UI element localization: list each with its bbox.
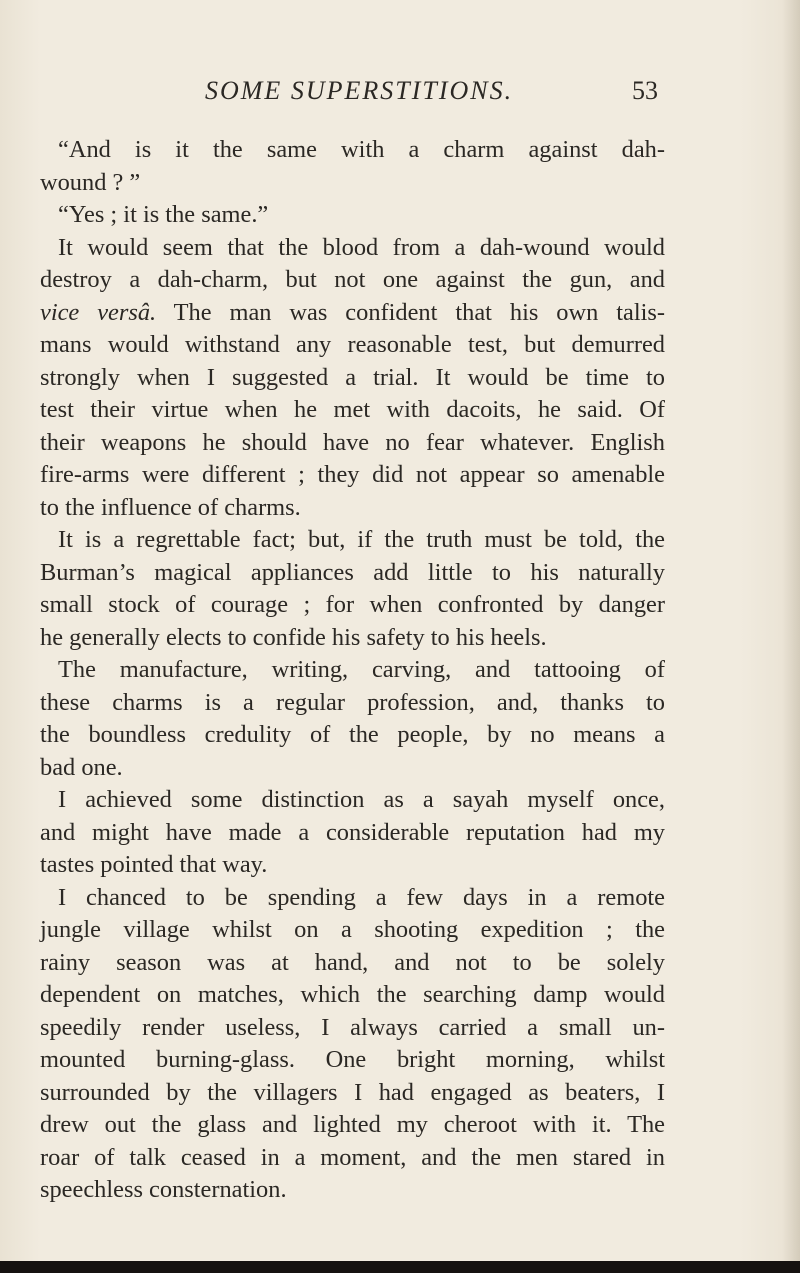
text-line: speedily render useless, I always carried a small un-	[40, 1013, 665, 1041]
text-line: mans would withstand any reasonable test, but demurred	[40, 331, 665, 358]
text-line: to the influence of charms.	[40, 493, 301, 521]
text-line: he generally elects to confide his safety to his heels.	[40, 623, 547, 651]
running-title: SOME SUPERSTITIONS.	[205, 76, 514, 105]
text-line: destroy a dah-charm, but not one against the gun, and	[40, 266, 665, 293]
text-line: mounted burning-glass. One bright morning, whilst	[40, 1046, 665, 1073]
italic-phrase: vice versâ.	[40, 298, 157, 326]
text-line: Burman’s magical appliances add little to his naturally	[40, 558, 665, 586]
text-line: vice versâ. The man was confident that his own talis-	[40, 298, 665, 326]
text-line: and might have made a considerable reputation had my	[40, 818, 665, 846]
text-line: drew out the glass and lighted my cheroot with it. The	[40, 1111, 665, 1138]
text-line: small stock of courage ; for when confronted by danger	[40, 591, 665, 618]
text-line: It would seem that the blood from a dah-wound would	[58, 233, 665, 261]
text-line: fire-arms were different ; they did not appear so amenable	[40, 461, 665, 488]
text-line: bad one.	[40, 753, 123, 781]
text-line: “Yes ; it is the same.”	[58, 201, 269, 228]
body-text	[40, 134, 665, 1207]
text-line: their weapons he should have no fear whatever. English	[40, 428, 665, 456]
text-line: strongly when I suggested a trial. It would be time to	[40, 363, 665, 391]
text-line: surrounded by the villagers I had engaged as beaters, I	[40, 1078, 665, 1106]
page-number: 53	[632, 76, 658, 105]
text-line: wound ? ”	[40, 168, 141, 196]
text-line: the boundless credulity of the people, by no means a	[40, 721, 665, 748]
text-line: The manufacture, writing, carving, and tattooing of	[58, 656, 665, 683]
text-line: I chanced to be spending a few days in a remote	[58, 883, 665, 911]
text-line: test their virtue when he met with dacoits, he said. Of	[40, 396, 665, 423]
text-line: these charms is a regular profession, and, thanks to	[40, 688, 665, 716]
running-head	[0, 76, 800, 116]
text-line: tastes pointed that way.	[40, 851, 268, 878]
text-line: jungle village whilst on a shooting expedition ; the	[40, 916, 665, 943]
text-line: speechless consternation.	[40, 1176, 287, 1203]
text-line: I achieved some distinction as a sayah myself once,	[58, 786, 665, 813]
scan-bottom-edge	[0, 1261, 800, 1273]
text-line: It is a regrettable fact; but, if the truth must be told, the	[58, 526, 665, 553]
text-line: roar of talk ceased in a moment, and the men stared in	[40, 1143, 665, 1171]
page-edge-shadow	[782, 0, 800, 1273]
text-line: “And is it the same with a charm against dah-	[58, 136, 665, 163]
text-line: dependent on matches, which the searching damp would	[40, 981, 665, 1008]
text-line: rainy season was at hand, and not to be solely	[40, 948, 665, 976]
